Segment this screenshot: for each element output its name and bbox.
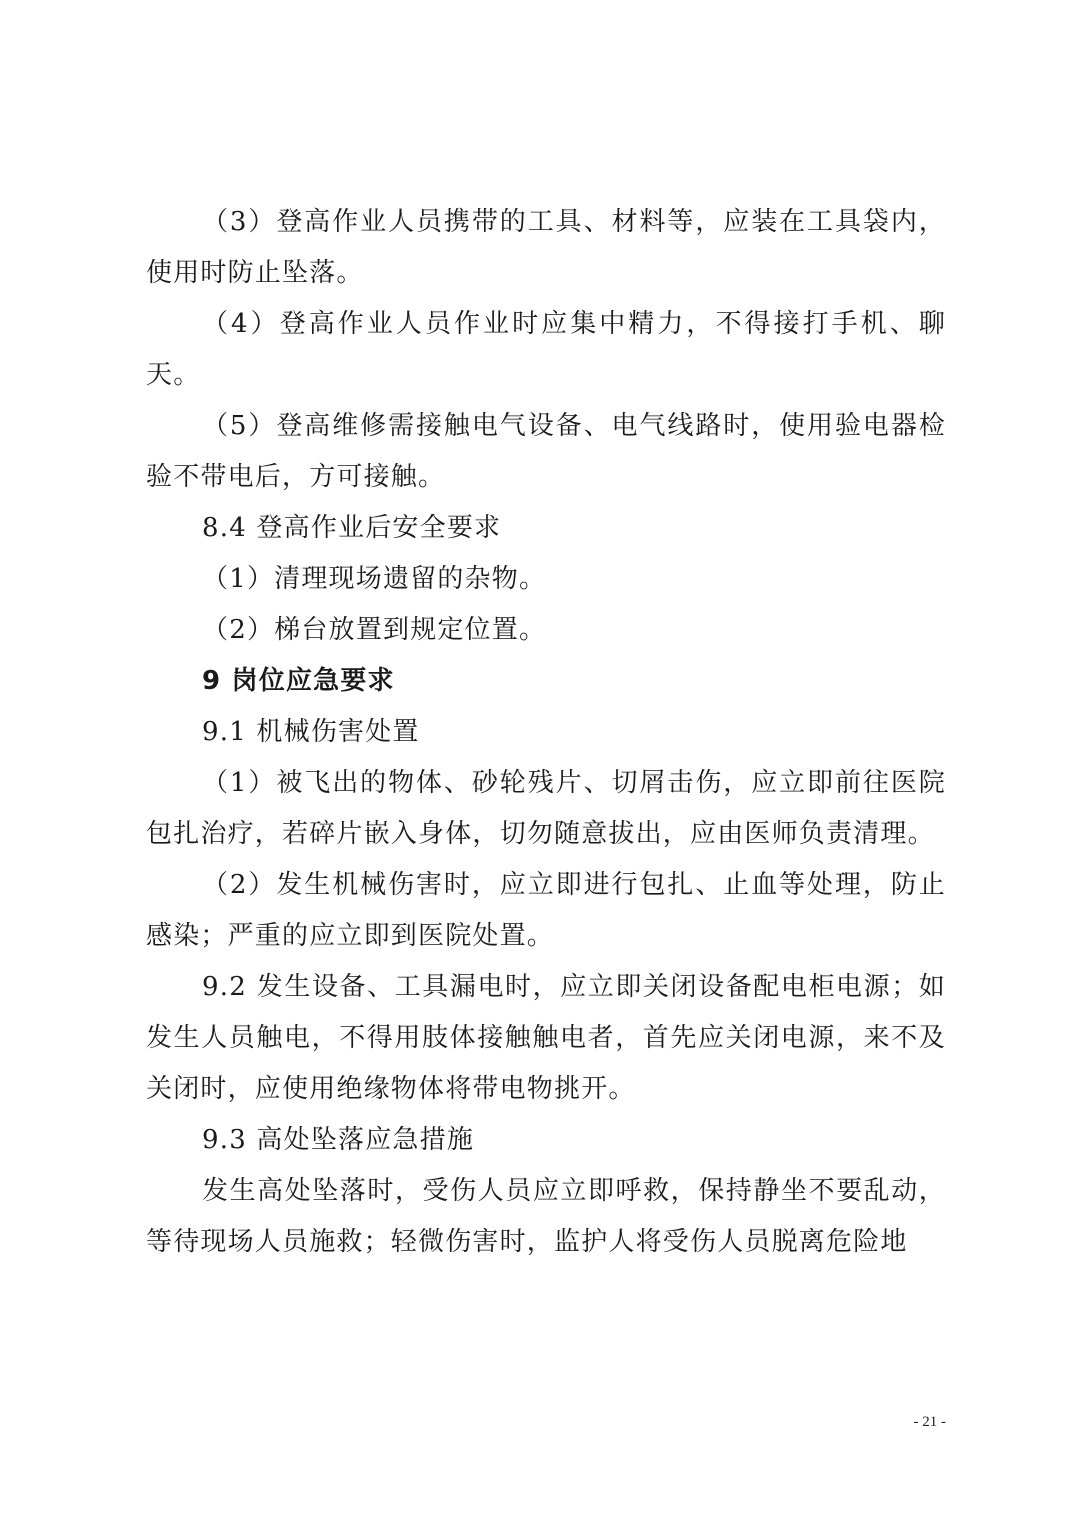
section-heading-9-1: 9.1 机械伤害处置 [202, 717, 420, 747]
paragraph-8-4-item-2: （2）梯台放置到规定位置。 [202, 615, 547, 645]
chapter-heading-9: 9 岗位应急要求 [202, 666, 395, 696]
paragraph-item-5: （5）登高维修需接触电气设备、电气线路时，使用验电器检验不带电后，方可接触。 [146, 411, 946, 492]
paragraph-9-1-item-2: （2）发生机械伤害时，应立即进行包扎、止血等处理，防止感染；严重的应立即到医院处置。 [146, 870, 946, 951]
section-9-2: 9.2 发生设备、工具漏电时，应立即关闭设备配电柜电源；如发生人员触电，不得用肢体接触触电者，首先应关闭电源，来不及关闭时，应使用绝缘物体将带电物挑开。 [146, 972, 946, 1104]
paragraph-9-1-item-1: （1）被飞出的物体、砂轮残片、切屑击伤，应立即前往医院包扎治疗，若碎片嵌入身体，切勿随意拔出，应由医师负责清理。 [146, 768, 946, 849]
section-heading-8-4: 8.4 登高作业后安全要求 [202, 513, 502, 543]
paragraph-item-3: （3）登高作业人员携带的工具、材料等，应装在工具袋内，使用时防止坠落。 [146, 207, 946, 288]
section-heading-9-3: 9.3 高处坠落应急措施 [202, 1125, 475, 1155]
page-body [146, 197, 946, 1268]
paragraph-item-4: （4）登高作业人员作业时应集中精力，不得接打手机、聊天。 [146, 309, 946, 390]
paragraph-8-4-item-1: （1）清理现场遗留的杂物。 [202, 564, 547, 594]
paragraph-9-3: 发生高处坠落时，受伤人员应立即呼救，保持静坐不要乱动，等待现场人员施救；轻微伤害时，监护人将受伤人员脱离危险地 [146, 1176, 946, 1257]
page-number: - 21 - [913, 1414, 946, 1430]
